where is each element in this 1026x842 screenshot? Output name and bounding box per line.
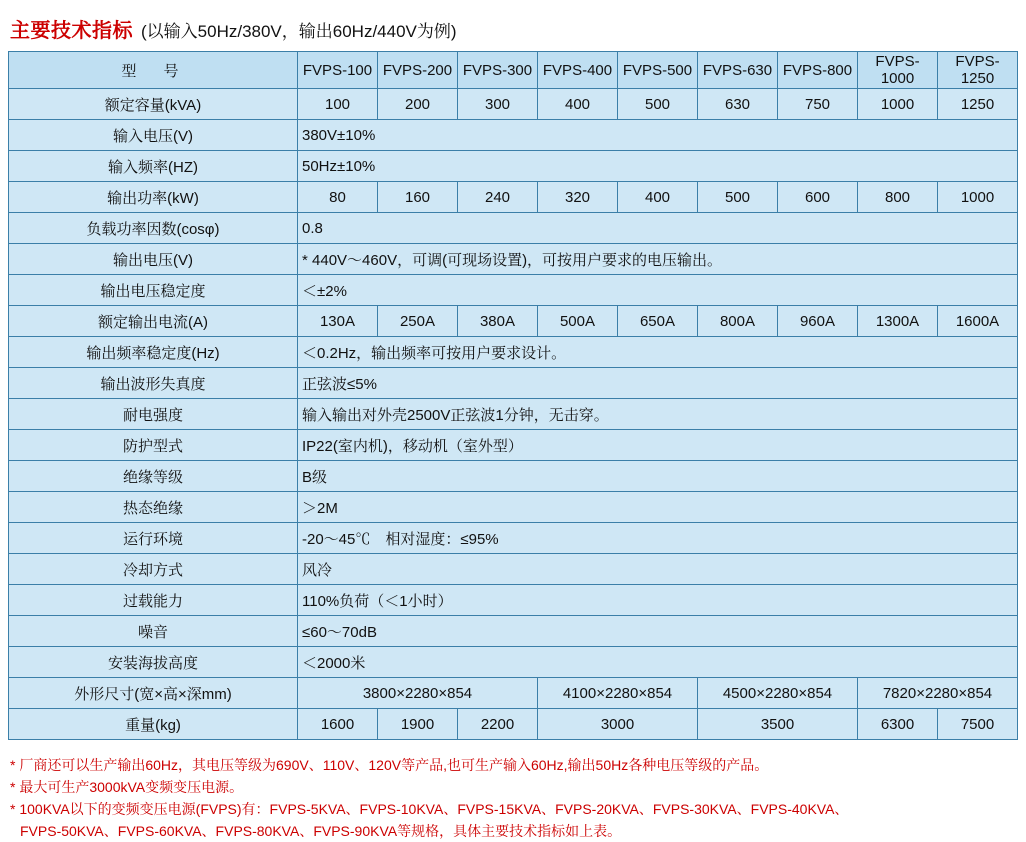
row-header-label: 额定容量(kVA) <box>9 89 298 120</box>
table-cell: 200 <box>378 89 458 120</box>
table-column-header: FVPS-500 <box>618 52 698 89</box>
notes-section <box>10 754 1026 842</box>
table-row <box>9 523 1018 554</box>
table-column-header: FVPS-200 <box>378 52 458 89</box>
table-cell: 3000 <box>538 709 698 740</box>
table-row <box>9 554 1018 585</box>
page-title-main: 主要技术指标 <box>10 20 133 42</box>
table-cell: 600 <box>778 182 858 213</box>
table-column-header: FVPS-1250 <box>938 52 1018 89</box>
table-cell: ＜2000米 <box>298 647 1018 678</box>
row-header-label: 耐电强度 <box>9 399 298 430</box>
table-cell: 4100×2280×854 <box>538 678 698 709</box>
table-row <box>9 368 1018 399</box>
table-cell: 1000 <box>858 89 938 120</box>
table-cell: 110%负荷（＜1小时） <box>298 585 1018 616</box>
table-cell: 500 <box>698 182 778 213</box>
row-header-label: 输出电压稳定度 <box>9 275 298 306</box>
table-row <box>9 647 1018 678</box>
table-cell: ≤60～70dB <box>298 616 1018 647</box>
table-cell: 0.8 <box>298 213 1018 244</box>
table-cell: 960A <box>778 306 858 337</box>
table-cell: 800 <box>858 182 938 213</box>
table-corner-header: 型 号 <box>9 52 298 89</box>
table-cell: 7500 <box>938 709 1018 740</box>
table-row <box>9 120 1018 151</box>
row-header-label: 重量(kg) <box>9 709 298 740</box>
table-cell: 380V±10% <box>298 120 1018 151</box>
table-row <box>9 89 1018 120</box>
note-continuation: FVPS-50KVA、FVPS-60KVA、FVPS-80KVA、FVPS-90KVA等规格，具体主要技术指标如上表。 <box>20 823 622 839</box>
table-cell: 输入输出对外壳2500V正弦波1分钟，无击穿。 <box>298 399 1018 430</box>
table-cell: 1300A <box>858 306 938 337</box>
table-column-header: FVPS-100 <box>298 52 378 89</box>
table-row <box>9 461 1018 492</box>
row-header-label: 输入频率(HZ) <box>9 151 298 182</box>
table-column-header: FVPS-400 <box>538 52 618 89</box>
row-header-label: 输出电压(V) <box>9 244 298 275</box>
row-header-label: 运行环境 <box>9 523 298 554</box>
row-header-label: 输出功率(kW) <box>9 182 298 213</box>
table-cell: 650A <box>618 306 698 337</box>
table-row <box>9 585 1018 616</box>
table-cell: ＜±2% <box>298 275 1018 306</box>
table-row <box>9 306 1018 337</box>
table-cell: 400 <box>538 89 618 120</box>
table-row <box>9 430 1018 461</box>
table-cell: 1600 <box>298 709 378 740</box>
row-header-label: 外形尺寸(宽×高×深mm) <box>9 678 298 709</box>
table-cell: 1000 <box>938 182 1018 213</box>
table-cell: 风冷 <box>298 554 1018 585</box>
table-row <box>9 709 1018 740</box>
table-cell: 1900 <box>378 709 458 740</box>
table-cell: 630 <box>698 89 778 120</box>
page-title <box>0 0 1026 51</box>
table-cell: B级 <box>298 461 1018 492</box>
specifications-table <box>8 51 1018 740</box>
row-header-label: 热态绝缘 <box>9 492 298 523</box>
table-column-header: FVPS-630 <box>698 52 778 89</box>
table-cell: 50Hz±10% <box>298 151 1018 182</box>
table-cell: 正弦波≤5% <box>298 368 1018 399</box>
table-cell: * 440V～460V，可调(可现场设置)，可按用户要求的电压输出。 <box>298 244 1018 275</box>
table-cell: 7820×2280×854 <box>858 678 1018 709</box>
table-header-row <box>9 52 1018 89</box>
table-column-header: FVPS-300 <box>458 52 538 89</box>
table-row <box>9 275 1018 306</box>
table-row <box>9 182 1018 213</box>
row-header-label: 额定输出电流(A) <box>9 306 298 337</box>
row-header-label: 输出波形失真度 <box>9 368 298 399</box>
row-header-label: 过载能力 <box>9 585 298 616</box>
note-item: * 最大可生产3000kVA变频变压电源。 <box>10 779 244 795</box>
note-item: * 厂商还可以生产输出60Hz，其电压等级为690V、110V、120V等产品,也可生产输入60Hz,输出50Hz各种电压等级的产品。 <box>10 757 769 773</box>
table-cell: 1250 <box>938 89 1018 120</box>
table-row <box>9 151 1018 182</box>
table-cell: 2200 <box>458 709 538 740</box>
table-row <box>9 678 1018 709</box>
table-cell: 240 <box>458 182 538 213</box>
table-cell: 320 <box>538 182 618 213</box>
row-header-label: 绝缘等级 <box>9 461 298 492</box>
row-header-label: 安装海拔高度 <box>9 647 298 678</box>
table-row <box>9 616 1018 647</box>
row-header-label: 负载功率因数(cosφ) <box>9 213 298 244</box>
table-cell: 130A <box>298 306 378 337</box>
table-cell: 4500×2280×854 <box>698 678 858 709</box>
table-row <box>9 492 1018 523</box>
page-title-sub: (以输入50Hz/380V，输出60Hz/440V为例) <box>141 22 457 41</box>
row-header-label: 冷却方式 <box>9 554 298 585</box>
table-cell: 160 <box>378 182 458 213</box>
table-cell: 1600A <box>938 306 1018 337</box>
table-row <box>9 244 1018 275</box>
table-cell: 3800×2280×854 <box>298 678 538 709</box>
table-row <box>9 337 1018 368</box>
row-header-label: 输出频率稳定度(Hz) <box>9 337 298 368</box>
table-cell: 500 <box>618 89 698 120</box>
table-row <box>9 213 1018 244</box>
table-cell: 300 <box>458 89 538 120</box>
table-cell: 6300 <box>858 709 938 740</box>
table-cell: 500A <box>538 306 618 337</box>
table-cell: ＞2M <box>298 492 1018 523</box>
row-header-label: 防护型式 <box>9 430 298 461</box>
row-header-label: 输入电压(V) <box>9 120 298 151</box>
row-header-label: 噪音 <box>9 616 298 647</box>
table-cell: 80 <box>298 182 378 213</box>
table-column-header: FVPS-800 <box>778 52 858 89</box>
table-cell: 400 <box>618 182 698 213</box>
table-cell: ＜0.2Hz，输出频率可按用户要求设计。 <box>298 337 1018 368</box>
table-cell: 380A <box>458 306 538 337</box>
table-cell: 100 <box>298 89 378 120</box>
table-cell: IP22(室内机)，移动机（室外型） <box>298 430 1018 461</box>
table-cell: 750 <box>778 89 858 120</box>
table-cell: 250A <box>378 306 458 337</box>
table-cell: -20～45℃ 相对湿度：≤95% <box>298 523 1018 554</box>
table-cell: 3500 <box>698 709 858 740</box>
table-row <box>9 399 1018 430</box>
table-column-header: FVPS-1000 <box>858 52 938 89</box>
note-item: * 100KVA以下的变频变压电源(FVPS)有：FVPS-5KVA、FVPS-10KVA、FVPS-15KVA、FVPS-20KVA、FVPS-30KVA、FVPS-40KVA、 <box>10 801 849 817</box>
table-cell: 800A <box>698 306 778 337</box>
